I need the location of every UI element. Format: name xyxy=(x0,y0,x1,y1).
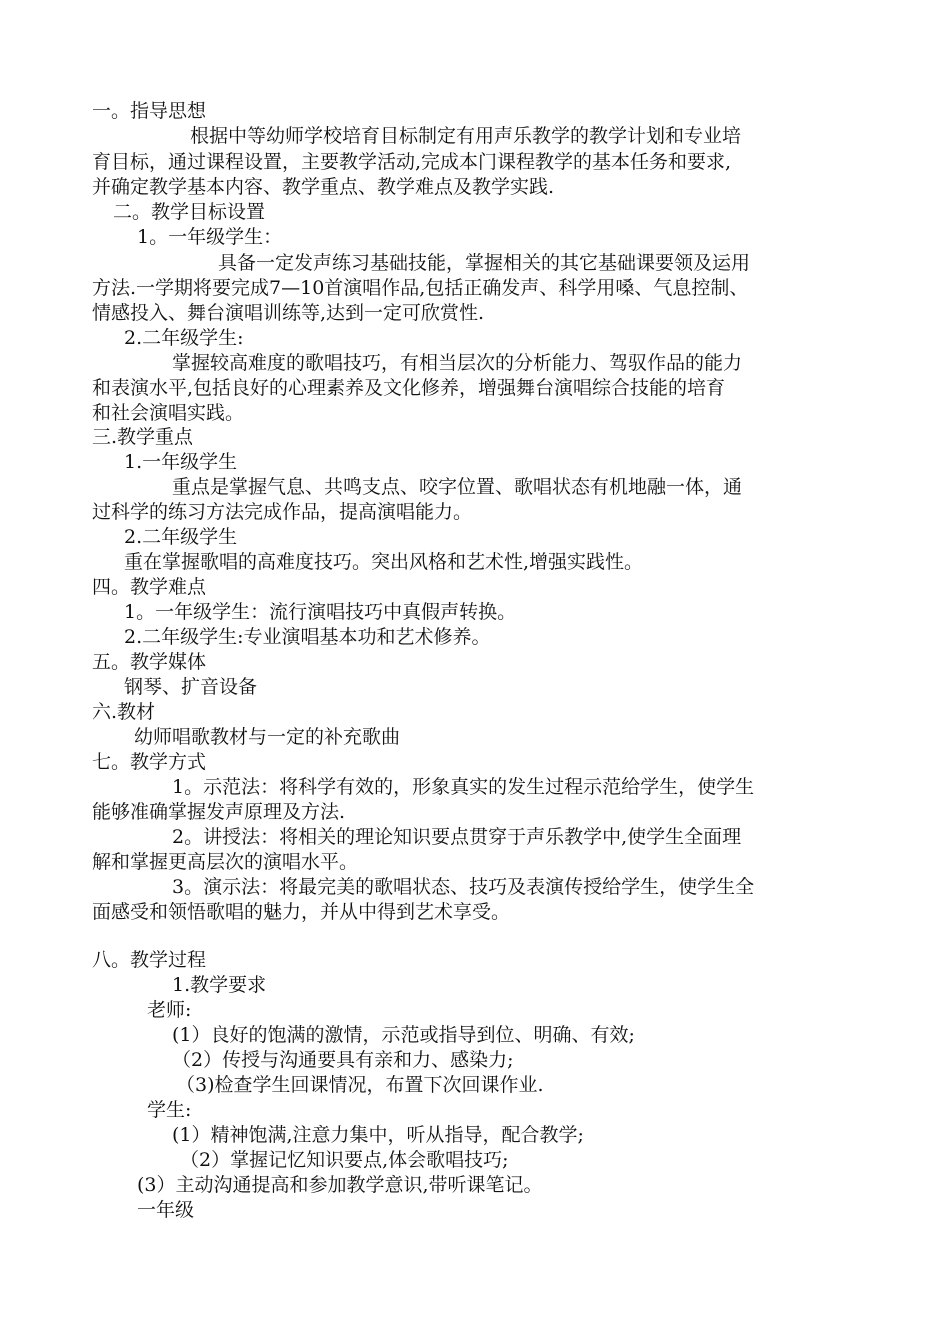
subsection-title-grade2: 2.二年级学生: xyxy=(124,327,244,349)
paragraph-line: 并确定教学基本内容、教学重点、教学难点及教学实践. xyxy=(92,176,555,198)
paragraph-line: 掌握较高难度的歌唱技巧，有相当层次的分析能力、驾驭作品的能力 xyxy=(172,352,743,374)
subsection-title-grade2: 2.二年级学生 xyxy=(124,526,238,548)
paragraph-line: 情感投入、舞台演唱训练等,达到一定可欣赏性. xyxy=(92,302,485,324)
subsection-title-grade1: 1。一年级学生： xyxy=(137,226,283,248)
list-item: （2）传授与沟通要具有亲和力、感染力; xyxy=(172,1049,514,1071)
list-item: （3)检查学生回课情况，布置下次回课作业. xyxy=(176,1074,544,1096)
section-heading-textbook: 六.教材 xyxy=(92,701,156,723)
paragraph-line: 根据中等幼师学校培育目标制定有用声乐教学的教学计划和专业培 xyxy=(190,125,742,147)
subsection-title-requirements: 1.教学要求 xyxy=(172,974,267,996)
paragraph-line: 2。讲授法：将相关的理论知识要点贯穿于声乐教学中,使学生全面理 xyxy=(172,826,742,848)
paragraph-line: 面感受和领悟歌唱的魅力，并从中得到艺术享受。 xyxy=(92,901,511,923)
list-item: 2.二年级学生:专业演唱基本功和艺术修养。 xyxy=(124,626,491,648)
paragraph-line: 钢琴、扩音设备 xyxy=(124,676,258,698)
paragraph-line: 和表演水平,包括良好的心理素养及文化修养，增强舞台演唱综合技能的培育 xyxy=(92,377,726,399)
section-heading-key-points: 三.教学重点 xyxy=(92,426,194,448)
student-label: 学生: xyxy=(147,1099,192,1121)
paragraph-line: 具备一定发声练习基础技能，掌握相关的其它基础课要领及运用 xyxy=(218,252,751,274)
section-heading-media: 五。教学媒体 xyxy=(92,651,207,673)
list-item: (1）精神饱满,注意力集中，听从指导，配合教学; xyxy=(172,1124,584,1146)
paragraph-line: 育目标，通过课程设置，主要教学活动,完成本门课程教学的基本任务和要求, xyxy=(92,151,732,173)
grade-label: 一年级 xyxy=(137,1199,195,1221)
paragraph-line: 重点是掌握气息、共鸣支点、咬字位置、歌唱状态有机地融一体，通 xyxy=(172,476,743,498)
list-item: (1）良好的饱满的激情，示范或指导到位、明确、有效; xyxy=(172,1024,635,1046)
list-item: (3）主动沟通提高和参加教学意识,带听课笔记。 xyxy=(137,1174,543,1196)
paragraph-line: 能够准确掌握发声原理及方法. xyxy=(92,801,346,823)
paragraph-line: 解和掌握更高层次的演唱水平。 xyxy=(92,851,359,873)
paragraph-line: 过科学的练习方法完成作品，提高演唱能力。 xyxy=(92,501,473,523)
section-heading-difficulties: 四。教学难点 xyxy=(92,576,207,598)
paragraph-line: 1。示范法：将科学有效的，形象真实的发生过程示范给学生，使学生 xyxy=(172,776,755,798)
paragraph-line: 3。演示法：将最完美的歌唱状态、技巧及表演传授给学生，使学生全 xyxy=(172,876,755,898)
section-heading-teaching-goals: 二。教学目标设置 xyxy=(113,201,266,223)
list-item: 1。一年级学生：流行演唱技巧中真假声转换。 xyxy=(124,601,517,623)
paragraph-line: 方法.一学期将要完成7—10首演唱作品,包括正确发声、科学用嗓、气息控制、 xyxy=(92,277,749,299)
paragraph-line: 和社会演唱实践。 xyxy=(92,402,245,424)
teacher-label: 老师: xyxy=(147,999,192,1021)
paragraph-line: 重在掌握歌唱的高难度技巧。突出风格和艺术性,增强实践性。 xyxy=(124,551,644,573)
section-heading-teaching-methods: 七。教学方式 xyxy=(92,751,207,773)
subsection-title-grade1: 1.一年级学生 xyxy=(124,451,238,473)
section-heading-teaching-process: 八。教学过程 xyxy=(92,949,207,971)
list-item: （2）掌握记忆知识要点,体会歌唱技巧; xyxy=(180,1149,509,1171)
paragraph-line: 幼师唱歌教材与一定的补充歌曲 xyxy=(134,726,401,748)
section-heading-guiding-idea: 一。指导思想 xyxy=(92,100,207,122)
